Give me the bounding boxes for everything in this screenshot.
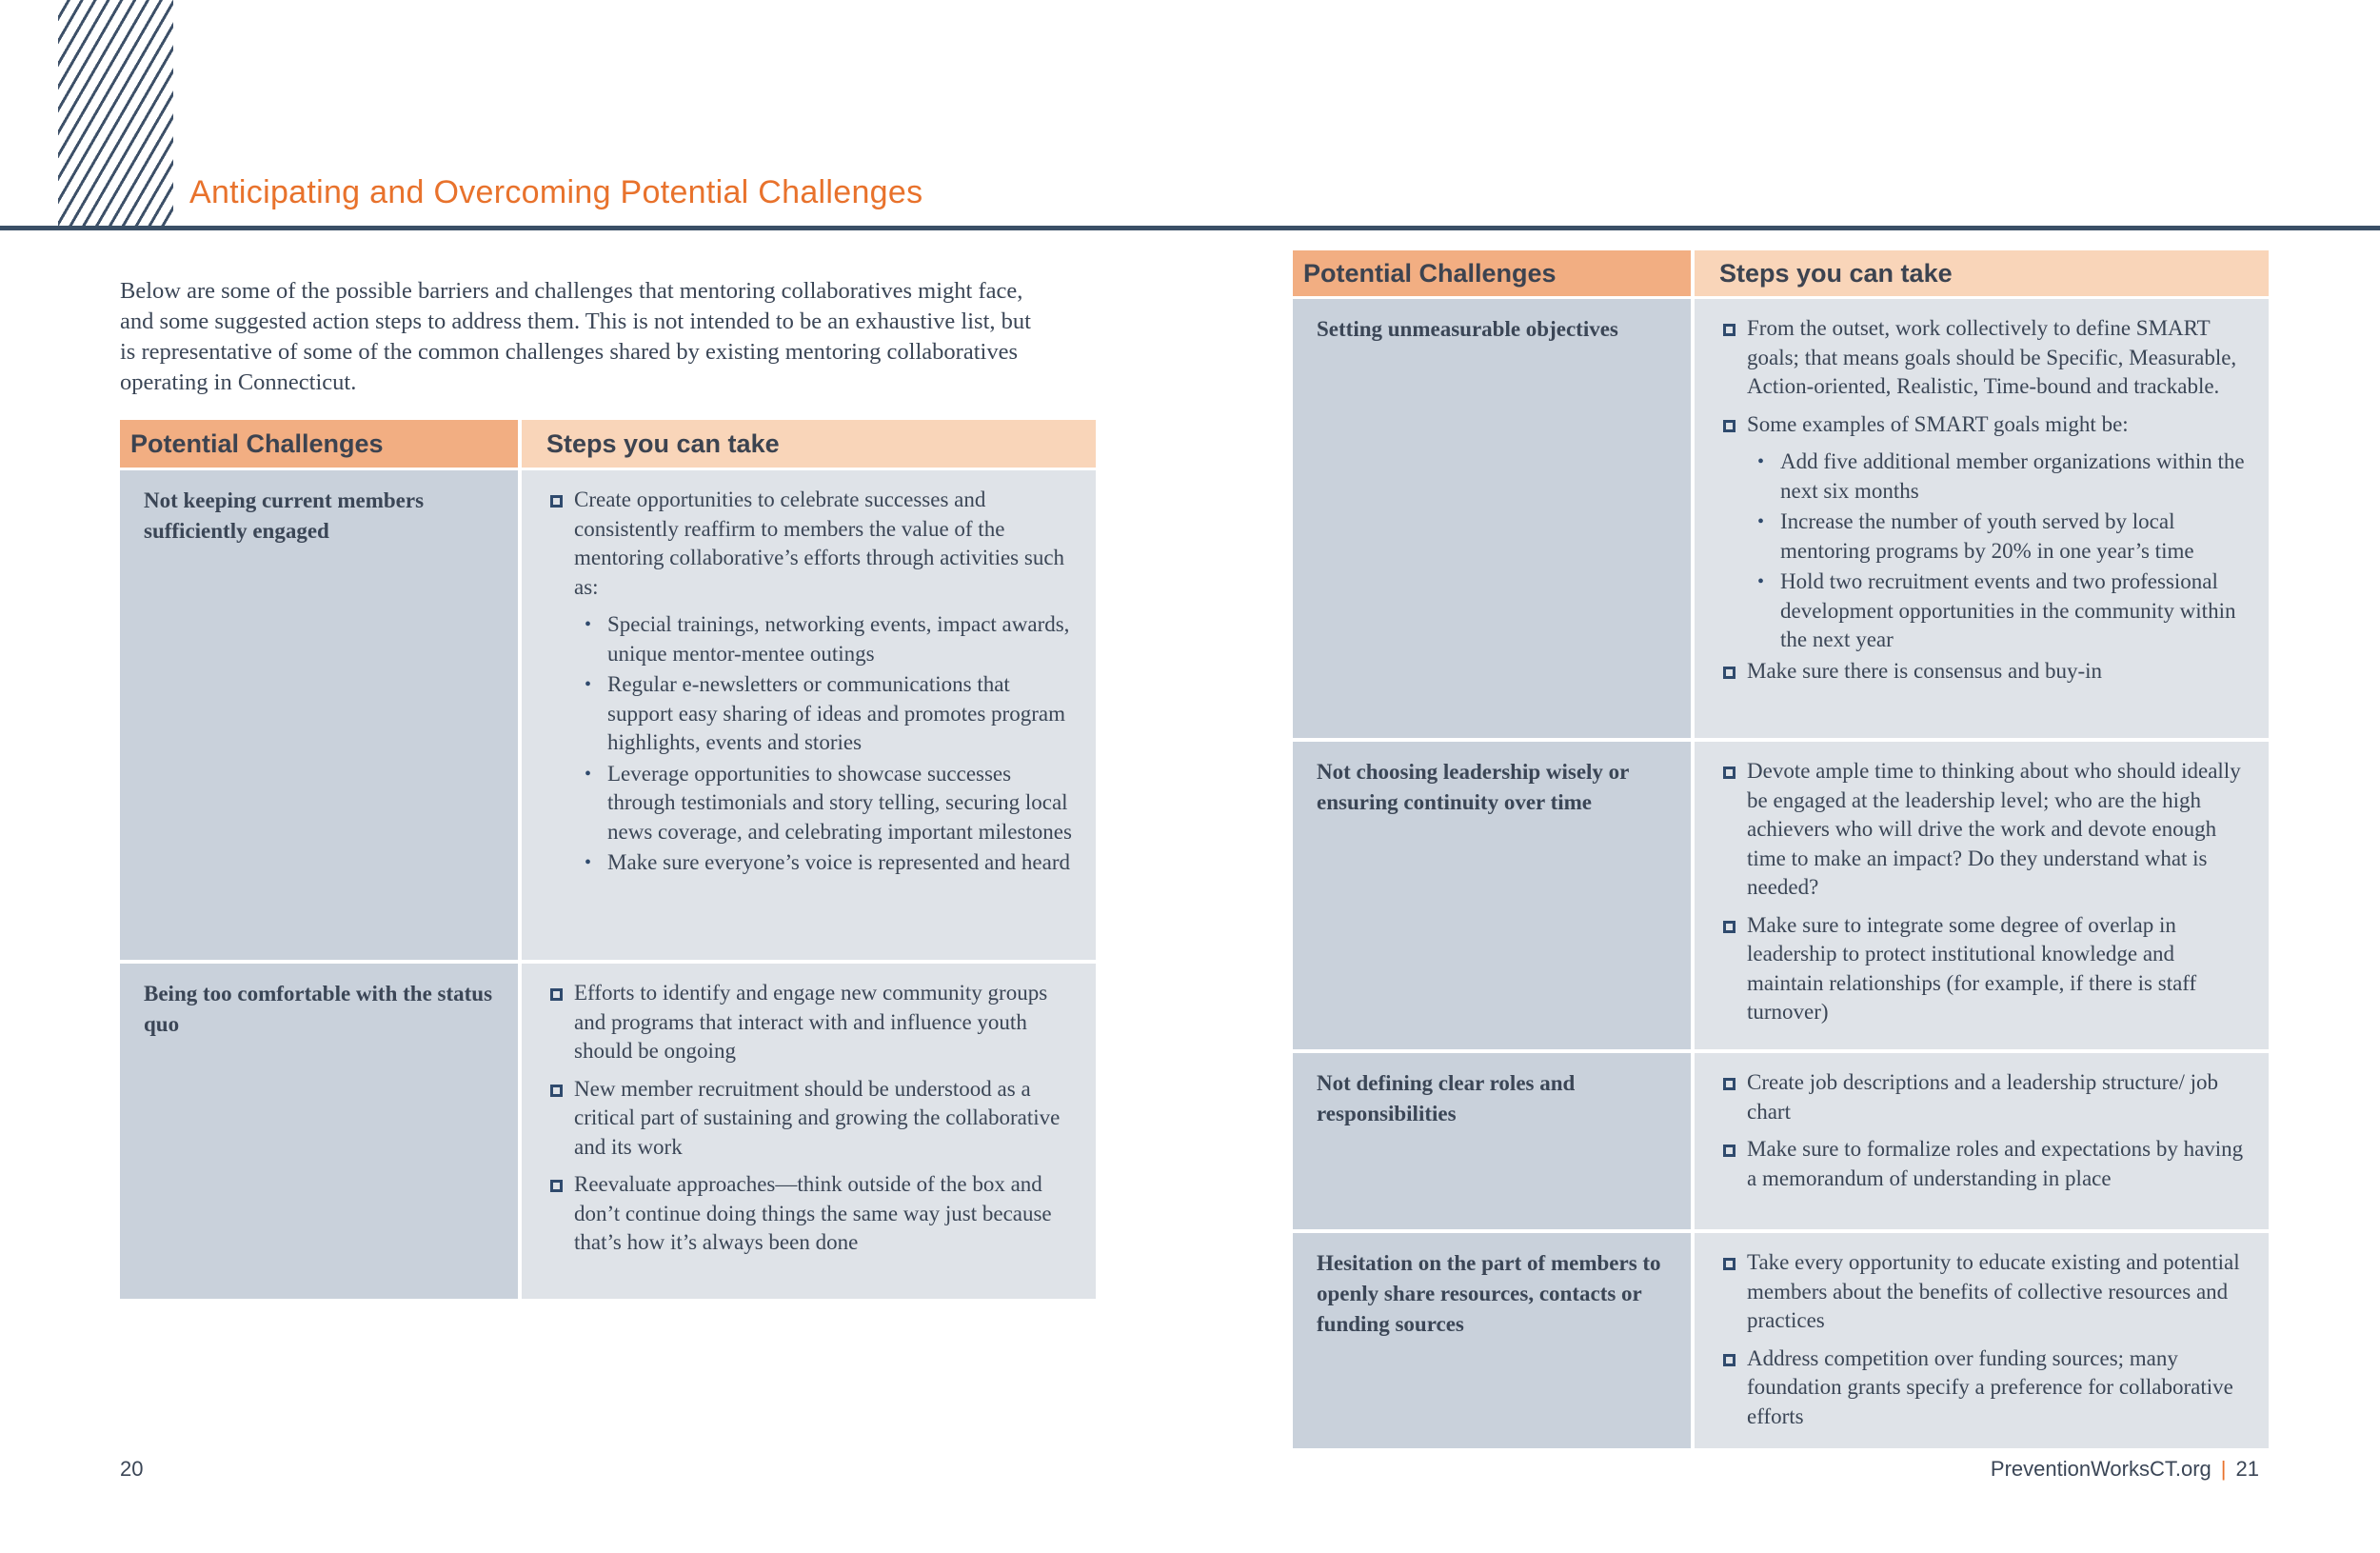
step-item [1723,1135,2250,1193]
table-header [1293,250,2269,296]
table-row [1293,1233,2269,1448]
square-bullet-icon [550,1180,563,1192]
sub-step-text: Special trainings, networking events, impact awards, unique mentor-mentee outings [607,612,1070,666]
sub-step-text: Make sure everyone’s voice is represented and heard [607,850,1070,874]
challenge-cell: Not keeping current members sufficiently engaged [120,470,518,960]
table-row [120,964,1096,1299]
square-bullet-icon [1723,1354,1735,1366]
square-bullet-icon [1723,667,1735,679]
steps-cell [1695,299,2269,738]
step-text: Some examples of SMART goals might be: [1747,411,2129,436]
header-challenges: Potential Challenges [1293,250,1691,296]
bullet-icon: • [1757,511,1765,532]
challenges-table-right [1293,250,2269,1452]
steps-cell [522,964,1096,1299]
challenge-cell: Not defining clear roles and responsibilities [1293,1053,1691,1229]
square-bullet-icon [1723,1145,1735,1157]
bullet-icon: • [585,763,592,785]
sub-step-item [1723,567,2250,655]
footer-right [1991,1457,2259,1482]
bullet-icon: • [585,852,592,873]
sub-step-item [1723,508,2250,566]
step-text: Reevaluate approaches—think outside of the box and don’t continue doing things the same way just because that’s how it’s always been done [574,1172,1052,1254]
challenge-cell: Setting unmeasurable objectives [1293,299,1691,738]
step-item [1723,657,2250,687]
bullet-icon: • [585,614,592,635]
step-item [1723,314,2250,402]
step-item [550,486,1077,602]
header-steps: Steps you can take [522,420,1096,468]
header-challenges: Potential Challenges [120,420,518,468]
sub-step-text: Add five additional member organizations within the next six months [1780,449,2245,503]
challenge-cell: Not choosing leadership wisely or ensuring continuity over time [1293,742,1691,1049]
table-row [1293,742,2269,1049]
step-item [1723,410,2250,440]
square-bullet-icon [550,1085,563,1097]
bullet-icon: • [1757,571,1765,592]
sub-step-item [550,848,1077,878]
step-item [1723,757,2250,903]
step-item [550,979,1077,1066]
step-item [1723,1248,2250,1336]
sub-step-item [1723,448,2250,506]
square-bullet-icon [550,495,563,508]
sub-step-text: Regular e-newsletters or communications that support easy sharing of ideas and promotes program highlights, events and stories [607,672,1065,754]
step-text: Make sure there is consensus and buy-in [1747,658,2103,683]
steps-cell [1695,1053,2269,1229]
table-row [120,470,1096,960]
step-item [1723,911,2250,1027]
site-url: PreventionWorksCT.org [1990,1457,2211,1481]
footer-separator: | [2220,1457,2227,1481]
step-item [1723,1068,2250,1126]
square-bullet-icon [1723,1078,1735,1090]
table-row [1293,299,2269,738]
sub-step-text: Leverage opportunities to showcase successes through testimonials and story telling, securing local news coverage, and celebrating important milestones [607,761,1072,844]
table-row [1293,1053,2269,1229]
step-text: Make sure to integrate some degree of overlap in leadership to protect institutional knowledge and maintain relationships (for example, if there is staff turnover) [1747,912,2197,1024]
steps-cell [522,470,1096,960]
steps-cell [1695,742,2269,1049]
step-text: Address competition over funding sources; many foundation grants specify a preference for collaborative efforts [1747,1345,2233,1428]
step-text: Make sure to formalize roles and expectations by having a memorandum of understanding in place [1747,1137,2244,1190]
step-text: New member recruitment should be understood as a critical part of sustaining and growing the collaborative and its work [574,1076,1061,1159]
square-bullet-icon [550,988,563,1001]
square-bullet-icon [1723,420,1735,432]
step-text: Efforts to identify and engage new community groups and programs that interact with and influence youth should be ongoing [574,981,1048,1063]
step-item [550,1170,1077,1258]
square-bullet-icon [1723,1258,1735,1270]
bullet-icon: • [1757,451,1765,472]
step-item [1723,1344,2250,1432]
page-title: Anticipating and Overcoming Potential Challenges [189,174,923,210]
sub-step-text: Increase the number of youth served by local mentoring programs by 20% in one year’s time [1780,509,2194,563]
challenges-table-left [120,420,1096,1303]
sub-step-text: Hold two recruitment events and two professional development opportunities in the community within the next year [1780,569,2236,651]
step-item [550,1075,1077,1163]
page-number-left: 20 [120,1457,144,1481]
table-header [120,420,1096,468]
challenge-cell: Hesitation on the part of members to openly share resources, contacts or funding sources [1293,1233,1691,1448]
header-steps: Steps you can take [1695,250,2269,296]
square-bullet-icon [1723,324,1735,336]
step-text: Create opportunities to celebrate successes and consistently reaffirm to members the value of the mentoring collaborative’s efforts through activities such as: [574,488,1065,599]
sub-step-item [550,760,1077,847]
intro-paragraph: Below are some of the possible barriers and challenges that mentoring collaboratives might face, and some suggested action steps to address them. This is not intended to be an exhaustive list, but is representative of some of the common challenges shared by existing mentoring collaboratives operating in Connecticut. [120,278,1031,395]
sub-step-item [550,610,1077,668]
sub-step-item [550,670,1077,758]
step-text: Devote ample time to thinking about who should ideally be engaged at the leadership level; who are the high achievers who will drive the work and devote enough time to make an impact? Do they understand what is needed? [1747,759,2241,899]
square-bullet-icon [1723,921,1735,933]
step-text: Create job descriptions and a leadership structure/ job chart [1747,1070,2218,1124]
header-divider [0,226,2380,230]
bullet-icon: • [585,674,592,695]
step-text: From the outset, work collectively to define SMART goals; that means goals should be Specific, Measurable, Action-oriented, Realistic, Time-bound and trackable. [1747,316,2237,398]
hatched-decoration [58,0,173,228]
steps-cell [1695,1233,2269,1448]
square-bullet-icon [1723,767,1735,779]
challenge-cell: Being too comfortable with the status quo [120,964,518,1299]
page-number-right: 21 [2235,1457,2259,1481]
step-text: Take every opportunity to educate existing and potential members about the benefits of collective resources and practices [1747,1250,2240,1332]
